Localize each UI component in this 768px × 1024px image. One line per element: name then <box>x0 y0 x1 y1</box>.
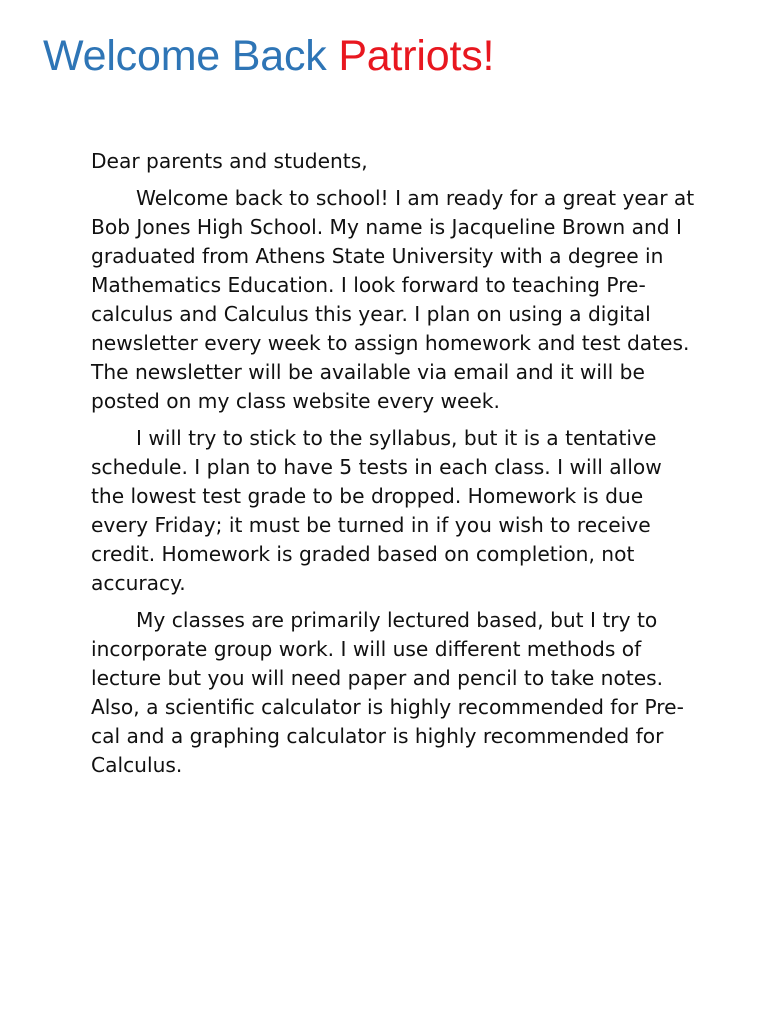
page-title-patriots: Patriots! <box>338 32 495 80</box>
page-title <box>43 30 494 82</box>
letter-body <box>91 147 696 788</box>
letter-paragraph-classes: My classes are primarily lectured based, but I try to incorporate group work. I will use different methods of lecture but you will need paper and pencil to take notes. Also, a scientific calculator is highly recommended for Pre-cal and a graphing calculator is highly recommended for Calculus. <box>91 608 684 777</box>
letter-greeting: Dear parents and students, <box>91 149 368 173</box>
letter-paragraph-syllabus: I will try to stick to the syllabus, but it is a tentative schedule. I plan to have 5 tests in each class. I will allow the lowest test grade to be dropped. Homework is due every Friday; it must be turned in if you wish to receive credit. Homework is graded based on completion, not accuracy. <box>91 426 662 595</box>
letter-paragraph-welcome: Welcome back to school! I am ready for a great year at Bob Jones High School. My name is Jacqueline Brown and I graduated from Athens State University with a degree in Mathematics Education. I look forward to teaching Pre-calculus and Calculus this year. I plan on using a digital newsletter every week to assign homework and test dates. The newsletter will be available via email and it will be posted on my class website every week. <box>91 186 695 413</box>
page-title-welcome: Welcome Back <box>43 32 339 80</box>
